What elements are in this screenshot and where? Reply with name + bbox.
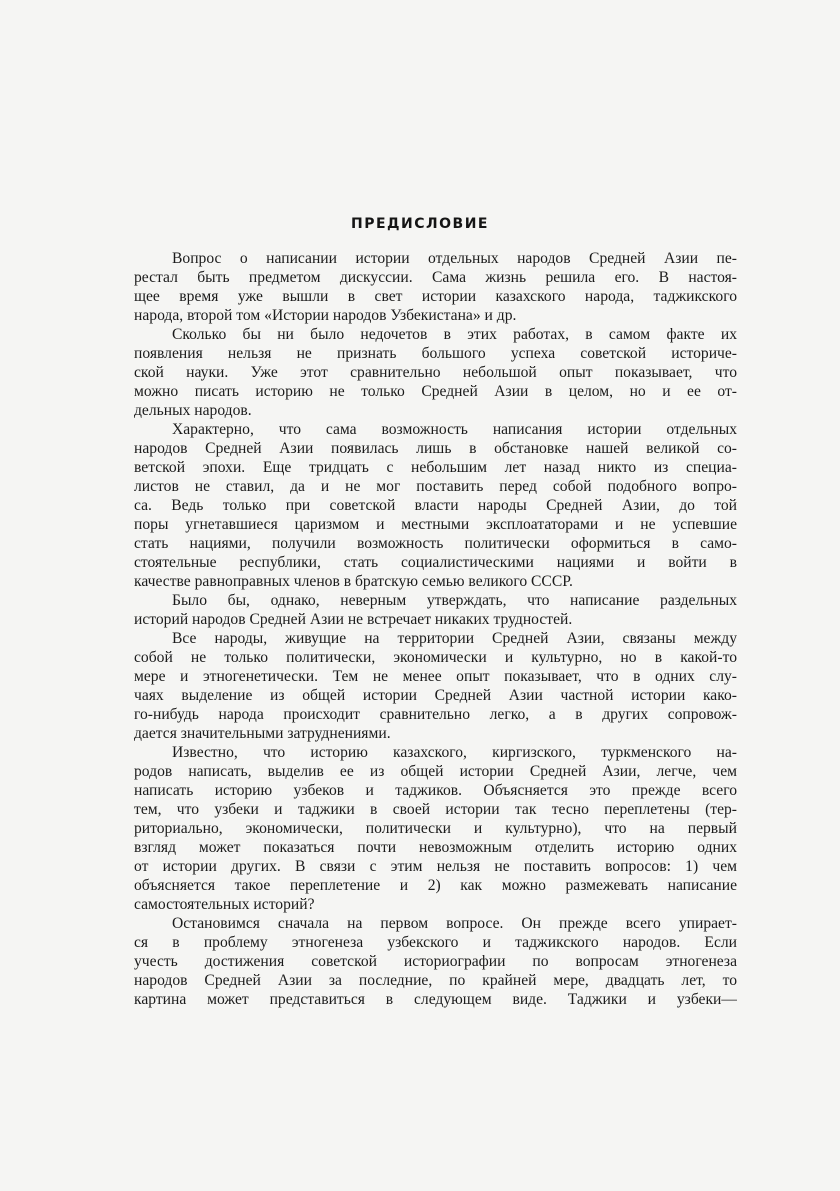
text-line: стать нациями, получили возможность политически оформиться в само- [134, 535, 737, 552]
text-line: чаях выделение из общей истории Средней Азии частной истории како- [134, 687, 737, 704]
text-line: историй народов Средней Азии не встречает никаких трудностей. [134, 611, 573, 628]
text-line: риториально, экономически, политически и культурно), что на первый [134, 820, 737, 837]
text-line: от истории других. В связи с этим нельзя не поставить вопросов: 1) чем [134, 858, 737, 875]
text-line: можно писать историю не только Средней Азии в целом, но и ее от- [134, 383, 737, 400]
text-line: взгляд может показаться почти невозможным отделить историю одних [134, 839, 737, 856]
page-title: ПРЕДИСЛОВИЕ [351, 216, 489, 232]
text-line: дается значительными затруднениями. [134, 725, 391, 742]
text-line: собой не только политически, экономически и культурно, но в какой-то [134, 649, 737, 666]
text-line: картина может представиться в следующем виде. Таджики и узбеки— [134, 991, 737, 1008]
text-line: ской науки. Уже этот сравнительно небольшой опыт показывает, что [134, 364, 737, 381]
text-line: учесть достижения советской историографии по вопросам этногенеза [134, 953, 737, 970]
text-line: народа, второй том «Истории народов Узбекистана» и др. [134, 307, 517, 324]
text-line: стоятельные республики, стать социалистическими нациями и войти в [134, 554, 737, 571]
text-line: ся в проблему этногенеза узбекского и таджикского народов. Если [134, 934, 737, 951]
text-line: качестве равноправных членов в братскую семью великого СССР. [134, 573, 573, 590]
text-line: дельных народов. [134, 402, 252, 419]
text-line: рестал быть предметом дискуссии. Сама жизнь решила его. В настоя- [134, 269, 737, 286]
text-line: Известно, что историю казахского, киргизского, туркменского на- [172, 744, 737, 761]
text-line: Сколько бы ни было недочетов в этих работах, в самом факте их [172, 326, 737, 343]
text-line: объясняется такое переплетение и 2) как можно размежевать написание [134, 877, 737, 894]
text-line: го-нибудь народа происходит сравнительно легко, а в других сопровож- [134, 706, 737, 723]
text-line: са. Ведь только при советской власти народы Средней Азии, до той [134, 497, 737, 514]
text-line: Характерно, что сама возможность написания истории отдельных [172, 421, 737, 438]
text-line: тем, что узбеки и таджики в своей истории так тесно переплетены (тер- [134, 801, 737, 818]
text-line: листов не ставил, да и не мог поставить перед собой подобного вопро- [134, 478, 737, 495]
text-line: Было бы, однако, неверным утверждать, что написание раздельных [172, 592, 737, 609]
text-line: Остановимся сначала на первом вопросе. Он прежде всего упирает- [172, 915, 737, 932]
text-line: самостоятельных историй? [134, 896, 315, 913]
text-line: написать историю узбеков и таджиков. Объясняется это прежде всего [134, 782, 737, 799]
text-line: народов Средней Азии появилась лишь в обстановке нашей великой со- [134, 440, 737, 457]
text-line: щее время уже вышли в свет истории казахского народа, таджикского [134, 288, 737, 305]
text-line: Все народы, живущие на территории Средней Азии, связаны между [172, 630, 737, 647]
text-line: ветской эпохи. Еще тридцать с небольшим лет назад никто из специа- [134, 459, 737, 476]
text-line: народов Средней Азии за последние, по крайней мере, двадцать лет, то [134, 972, 737, 989]
text-line: появления нельзя не признать большого успеха советской историче- [134, 345, 737, 362]
text-line: родов написать, выделив ее из общей истории Средней Азии, легче, чем [134, 763, 737, 780]
text-line: мере и этногенетически. Тем не менее опыт показывает, что в одних слу- [134, 668, 737, 685]
text-line: поры угнетавшиеся царизмом и местными эксплоататорами и не успевшие [134, 516, 737, 533]
text-line: Вопрос о написании истории отдельных народов Средней Азии пе- [172, 250, 737, 267]
